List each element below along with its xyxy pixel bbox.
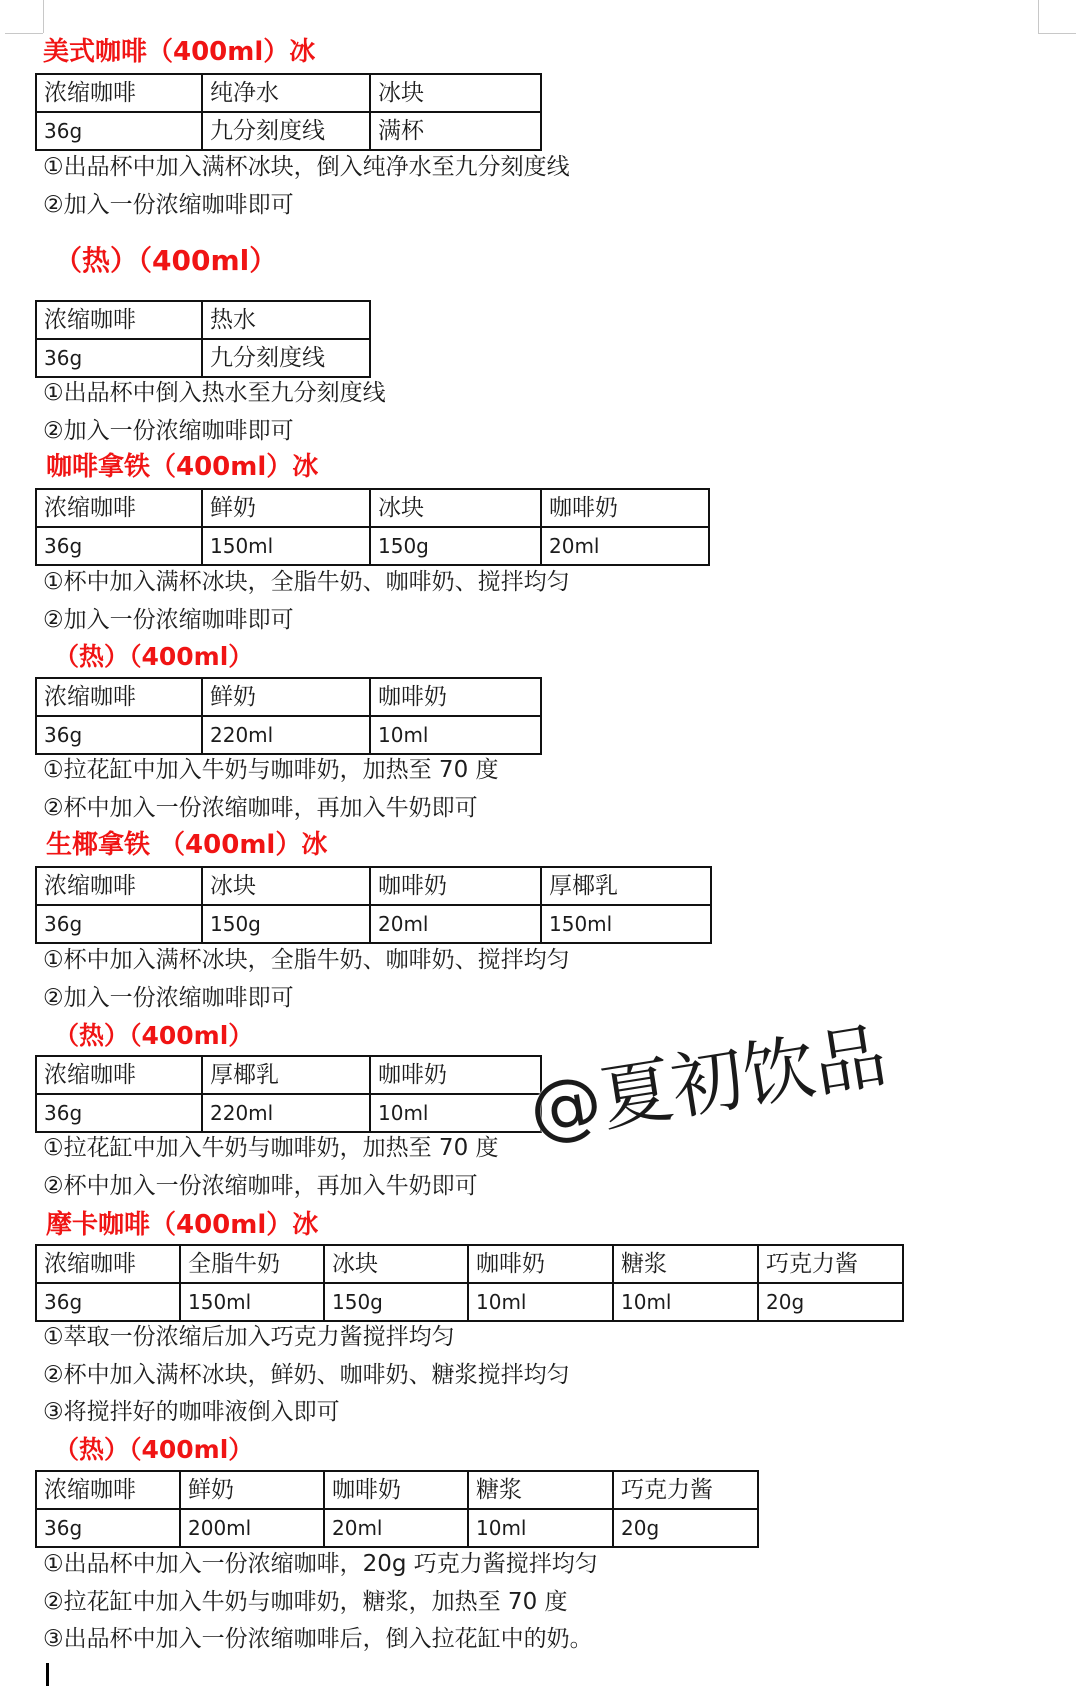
step-line: ①萃取一份浓缩后加入巧克力酱搅拌均匀 [43,1324,455,1350]
ingredient-amount-cell: 36g [36,1283,180,1321]
ingredient-name-cell: 热水 [202,301,370,339]
step-line: ③出品杯中加入一份浓缩咖啡后，倒入拉花缸中的奶。 [43,1626,593,1652]
ingredient-name-cell: 咖啡奶 [541,489,709,527]
step-line: ①拉花缸中加入牛奶与咖啡奶，加热至 70 度 [43,757,499,783]
recipe-steps [43,752,499,827]
step-line: ①出品杯中加入一份浓缩咖啡，20g 巧克力酱搅拌均匀 [43,1551,598,1577]
recipe-title: 生椰拿铁 （400ml）冰 [46,830,328,860]
ingredient-amount-cell: 36g [36,527,202,565]
ingredient-amount-cell: 200ml [180,1509,324,1547]
ingredient-amount-cell: 36g [36,1094,202,1132]
recipe-steps [43,375,386,450]
recipe-title: （热）（400ml） [54,1021,254,1050]
ingredients-table [35,73,542,151]
ingredient-name-cell: 浓缩咖啡 [36,301,202,339]
ingredient-name-cell: 厚椰乳 [541,867,711,905]
ingredient-amount-cell: 220ml [202,1094,370,1132]
ingredients-table [35,300,371,378]
ingredient-name-cell: 浓缩咖啡 [36,678,202,716]
ingredient-name-cell: 冰块 [370,74,541,112]
ingredient-name-cell: 全脂牛奶 [180,1245,324,1283]
watermark: @夏初饮品 [523,1013,893,1153]
ingredient-amount-cell: 九分刻度线 [202,339,370,377]
step-line: ①出品杯中倒入热水至九分刻度线 [43,380,386,406]
recipe-title: （热）（400ml） [54,244,278,277]
ingredient-name-cell: 咖啡奶 [370,678,541,716]
ingredient-amount-cell: 36g [36,339,202,377]
step-line: ②加入一份浓缩咖啡即可 [43,984,294,1011]
ingredient-amount-cell: 36g [36,905,202,943]
ingredient-amount-cell: 10ml [613,1283,758,1321]
ingredient-amount-cell: 20ml [324,1509,468,1547]
text-cursor [46,1663,49,1686]
ingredient-name-cell: 鲜奶 [202,678,370,716]
ingredient-amount-cell: 20ml [541,527,709,565]
recipe-title: （热）（400ml） [54,1435,254,1464]
ingredient-amount-cell: 满杯 [370,112,541,150]
ingredient-amount-cell: 10ml [370,1094,541,1132]
crop-mark-top-left [5,33,43,34]
crop-mark-top-left [43,0,44,33]
ingredient-name-cell: 巧克力酱 [758,1245,903,1283]
ingredient-amount-cell: 10ml [468,1509,613,1547]
ingredient-name-cell: 浓缩咖啡 [36,489,202,527]
ingredients-table [35,1470,759,1548]
ingredients-table [35,488,710,566]
ingredient-name-cell: 咖啡奶 [468,1245,613,1283]
ingredient-name-cell: 浓缩咖啡 [36,1471,180,1509]
step-line: ②加入一份浓缩咖啡即可 [43,606,294,633]
ingredient-amount-cell: 150ml [202,527,370,565]
ingredient-amount-cell: 10ml [468,1283,613,1321]
ingredient-name-cell: 咖啡奶 [370,1056,541,1094]
step-line: ③将搅拌好的咖啡液倒入即可 [43,1399,340,1425]
recipe-title: 摩卡咖啡（400ml）冰 [46,1210,319,1240]
step-line: ②加入一份浓缩咖啡即可 [43,417,294,444]
step-line: ①拉花缸中加入牛奶与咖啡奶，加热至 70 度 [43,1135,499,1161]
recipe-steps [43,1319,570,1432]
ingredient-name-cell: 厚椰乳 [202,1056,370,1094]
ingredient-name-cell: 冰块 [370,489,541,527]
step-line: ②杯中加入一份浓缩咖啡，再加入牛奶即可 [43,1172,478,1199]
ingredient-amount-cell: 10ml [370,716,541,754]
recipe-title: 美式咖啡（400ml）冰 [43,37,316,67]
ingredient-name-cell: 浓缩咖啡 [36,867,202,905]
ingredient-name-cell: 纯净水 [202,74,370,112]
step-line: ①杯中加入满杯冰块，全脂牛奶、咖啡奶、搅拌均匀 [43,947,570,973]
ingredient-name-cell: 糖浆 [468,1471,613,1509]
ingredient-name-cell: 冰块 [324,1245,468,1283]
ingredient-amount-cell: 36g [36,112,202,150]
recipe-steps [43,1130,499,1205]
ingredient-amount-cell: 20g [758,1283,903,1321]
ingredient-amount-cell: 150g [202,905,370,943]
ingredient-name-cell: 浓缩咖啡 [36,1056,202,1094]
ingredients-table [35,1055,542,1133]
recipe-title: （热）（400ml） [54,642,254,671]
step-line: ②杯中加入一份浓缩咖啡，再加入牛奶即可 [43,794,478,821]
ingredient-name-cell: 鲜奶 [202,489,370,527]
ingredient-amount-cell: 150g [324,1283,468,1321]
recipe-steps [43,564,570,639]
step-line: ①杯中加入满杯冰块，全脂牛奶、咖啡奶、搅拌均匀 [43,569,570,595]
recipe-steps [43,1546,598,1659]
ingredient-amount-cell: 20ml [370,905,541,943]
ingredient-name-cell: 冰块 [202,867,370,905]
ingredient-name-cell: 糖浆 [613,1245,758,1283]
ingredient-name-cell: 浓缩咖啡 [36,74,202,112]
ingredient-amount-cell: 150ml [180,1283,324,1321]
recipe-title: 咖啡拿铁（400ml）冰 [46,452,319,482]
recipe-steps [43,942,570,1017]
ingredient-name-cell: 咖啡奶 [370,867,541,905]
ingredient-amount-cell: 150ml [541,905,711,943]
ingredient-amount-cell: 九分刻度线 [202,112,370,150]
ingredient-name-cell: 鲜奶 [180,1471,324,1509]
ingredients-table [35,866,712,944]
ingredient-amount-cell: 36g [36,716,202,754]
ingredients-table [35,677,542,755]
step-line: ②杯中加入满杯冰块，鲜奶、咖啡奶、糖浆搅拌均匀 [43,1361,570,1388]
ingredient-amount-cell: 220ml [202,716,370,754]
step-line: ②加入一份浓缩咖啡即可 [43,191,294,218]
ingredient-name-cell: 浓缩咖啡 [36,1245,180,1283]
step-line: ②拉花缸中加入牛奶与咖啡奶，糖浆，加热至 70 度 [43,1588,568,1615]
crop-mark-top-right [1038,0,1039,33]
step-line: ①出品杯中加入满杯冰块，倒入纯净水至九分刻度线 [43,154,570,180]
ingredient-amount-cell: 20g [613,1509,758,1547]
ingredients-table [35,1244,904,1322]
crop-mark-top-right [1038,33,1076,34]
recipe-steps [43,149,570,224]
ingredient-amount-cell: 150g [370,527,541,565]
ingredient-name-cell: 巧克力酱 [613,1471,758,1509]
ingredient-amount-cell: 36g [36,1509,180,1547]
ingredient-name-cell: 咖啡奶 [324,1471,468,1509]
